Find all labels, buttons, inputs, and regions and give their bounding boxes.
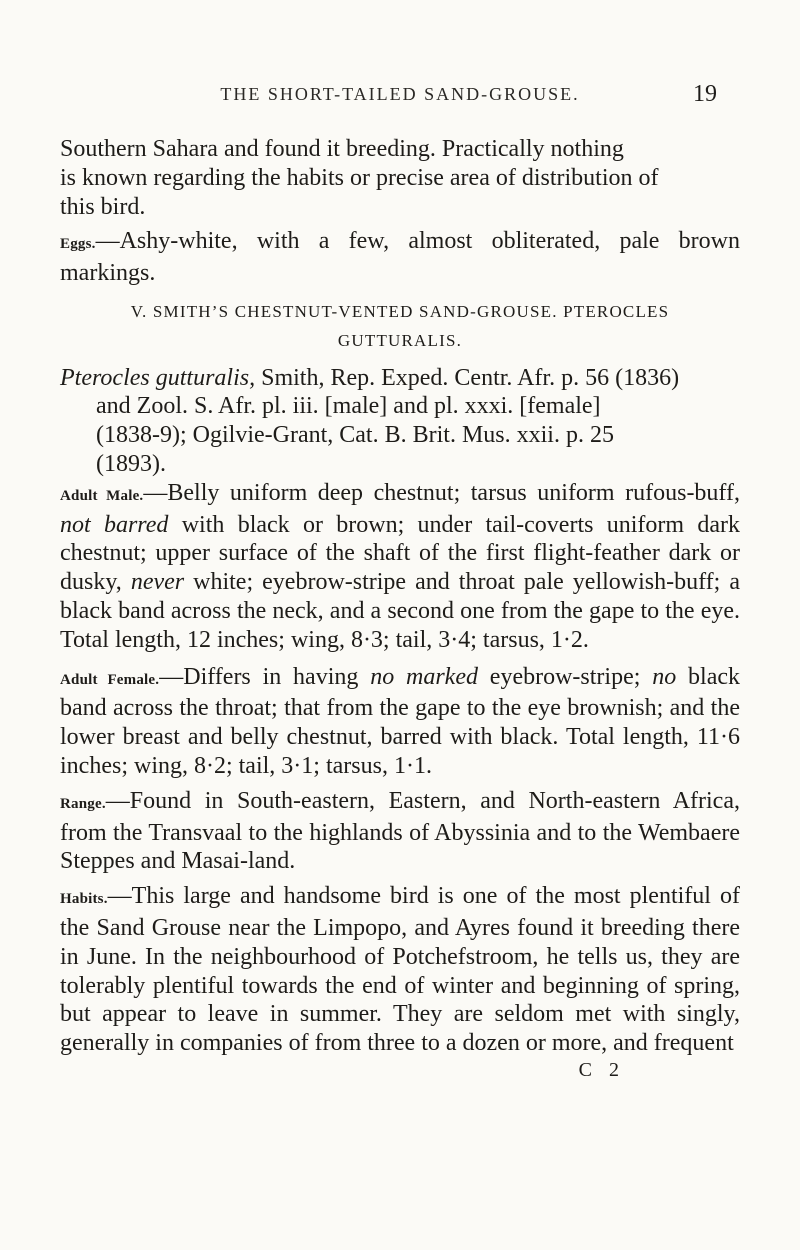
adult-male-label: Adult Male. bbox=[60, 487, 144, 504]
species-heading-line: V. SMITH’S CHESTNUT-VENTED SAND-GROUSE. PTEROCLES bbox=[130, 301, 670, 321]
adult-male-text: —Belly uniform deep chestnut; tarsus uniform rufous-buff, bbox=[143, 479, 740, 506]
adult-female-text: —Differs in having bbox=[159, 663, 371, 690]
reference-line: and Zool. S. Afr. pl. iii. [male] and pl. xxxi. [female] bbox=[96, 393, 601, 420]
adult-male-paragraph bbox=[60, 479, 740, 655]
adult-female-text: black band across the throat; that from the gape to the eye brownish; and the lower breast and belly chestnut, barred with black. Total length, 11·6 inches; wing, 8·2; tail, 3·1; tarsus, 1·1. bbox=[60, 663, 740, 779]
reference-text: Smith, Rep. Exped. Centr. Afr. p. 56 (1836) bbox=[255, 364, 680, 391]
range-label: Range. bbox=[60, 795, 106, 812]
page-body bbox=[60, 135, 740, 1085]
habits-text: —This large and handsome bird is one of the most plentiful of the Sand Grouse near the Limpopo, and Ayres found it breeding there in June. In the neighbourhood of Potchefstroom, he tells us, they are tolerably plentiful towards the end of winter and beginning of spring, but appear to leave in summer. They are seldom met with singly, generally in companies of from three to a dozen or more, and frequent bbox=[60, 883, 740, 1057]
habits-paragraph bbox=[60, 882, 740, 1058]
adult-male-text: white; eyebrow-stripe and throat pale yellowish-buff; a black band across the neck, and a second one from the gape to the eye. Total length, 12 inches; wing, 8·3; tail, 3·4; tarsus, 1·2. bbox=[60, 569, 740, 653]
page-number: 19 bbox=[693, 81, 717, 107]
adult-female-emphasis: no marked bbox=[370, 663, 478, 690]
eggs-label: Eggs. bbox=[60, 236, 96, 253]
adult-female-paragraph bbox=[60, 663, 740, 781]
reference-line bbox=[60, 364, 740, 393]
habits-label: Habits. bbox=[60, 891, 108, 908]
adult-female-text: eyebrow-stripe; bbox=[477, 663, 653, 690]
adult-male-emphasis: never bbox=[130, 569, 185, 596]
eggs-paragraph bbox=[60, 227, 740, 288]
range-text: —Found in South-eastern, Eastern, and North-eastern Africa, from the Transvaal to the highlands of Abyssinia and to the Wembaere Steppes and Masai-land. bbox=[60, 787, 740, 875]
reference-line: (1838-9); Ogilvie-Grant, Cat. B. Brit. Mus. xxii. p. 25 bbox=[96, 422, 614, 449]
reference-block bbox=[60, 364, 740, 479]
page-header bbox=[0, 81, 800, 114]
adult-male-emphasis: not barred bbox=[60, 511, 169, 538]
running-head: THE SHORT-TAILED SAND-GROUSE. bbox=[220, 84, 580, 104]
intro-line: this bird. bbox=[60, 193, 146, 220]
species-heading-line: GUTTURALIS. bbox=[337, 330, 463, 350]
adult-male-text: with black or brown; under tail-coverts uniform dark chestnut; upper surface of the shaft of the first flight-feather dark or dusky, bbox=[60, 511, 741, 596]
intro-line: Southern Sahara and found it breeding. Practically nothing bbox=[60, 136, 624, 162]
adult-female-emphasis: no bbox=[652, 663, 677, 690]
species-name: Pterocles gutturalis, bbox=[60, 364, 256, 391]
intro-line: is known regarding the habits or precise area of distribution of bbox=[60, 164, 659, 191]
signature-mark: C 2 bbox=[578, 1058, 625, 1081]
intro-paragraph bbox=[60, 135, 740, 221]
reference-line: (1893). bbox=[96, 450, 166, 477]
eggs-text: —Ashy-white, with a few, almost obliterated, pale brown markings. bbox=[60, 228, 740, 287]
range-paragraph bbox=[60, 787, 740, 876]
species-heading bbox=[60, 298, 740, 356]
adult-female-label: Adult Female. bbox=[60, 671, 160, 688]
